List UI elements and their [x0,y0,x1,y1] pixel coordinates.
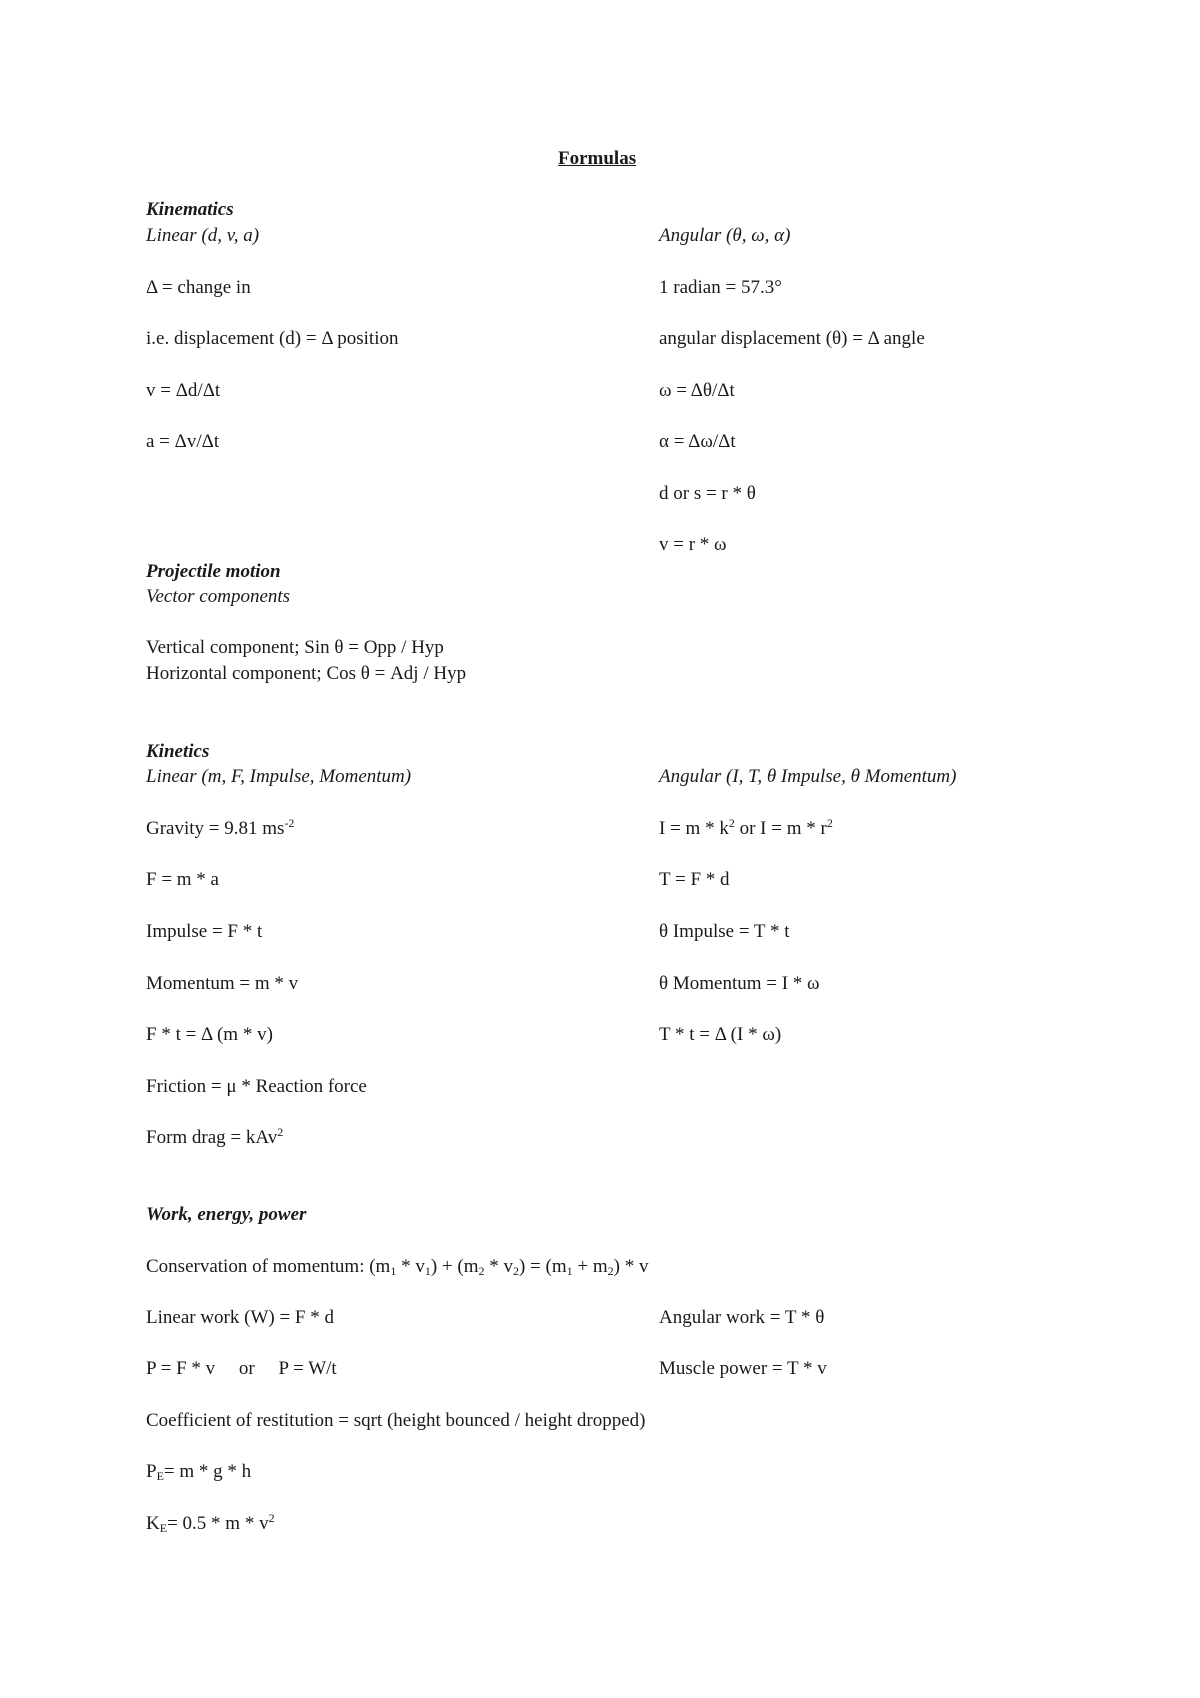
kinetics-linear-line: Impulse = F * t [146,921,263,942]
projectile-line: Vertical component; Sin θ = Opp / Hyp [146,637,444,658]
kinetics-angular-heading: Angular (I, T, θ Impulse, θ Momentum) [659,766,957,787]
kinematics-angular-heading: Angular (θ, ω, α) [659,225,791,246]
kinetic-energy-formula: $K_E= 0.5 * m * v^2$ [146,1511,275,1535]
kinetics-linear-line: Momentum = m * v [146,973,299,994]
projectile-line: Horizontal component; Cos θ = Adj / Hyp [146,663,467,684]
kinetics-angular-line: θ Impulse = T * t [659,921,790,942]
work-heading: Work, energy, power [146,1204,307,1225]
kinetics-heading: Kinetics [146,741,210,762]
angular-work-formula: Angular work = T * θ [659,1307,825,1328]
power-formula: P = F * v or P = W/t [146,1358,337,1379]
conservation-formula: Conservation of momentum: $(m_1 * v_1) + (m_2 * v_2) = (m_1 + m_2) * v$ [146,1256,649,1278]
kinetics-angular-line: θ Momentum = I * ω [659,973,820,994]
kinetics-linear-heading: Linear (m, F, Impulse, Momentum) [146,766,412,787]
kinematics-linear-heading: Linear (d, v, a) [146,225,260,246]
kinematics-linear-line: v = Δd/Δt [146,380,221,401]
kinematics-heading: Kinematics [146,199,234,220]
form-drag-formula: Form drag = kAv$^2$ [146,1125,284,1148]
kinematics-angular-line: 1 radian = 57.3° [659,277,782,298]
kinematics-linear-line: Δ = change in [146,277,251,298]
kinematics-angular-line: ω = Δθ/Δt [659,380,735,401]
muscle-power-formula: Muscle power = T * v [659,1358,827,1379]
gravity-formula: Gravity = 9.81 $ms^{-2}$ [146,816,295,839]
kinematics-angular-line: d or s = r * θ [659,483,756,504]
linear-work-formula: Linear work (W) = F * d [146,1307,334,1328]
kinetics-angular-line: T * t = Δ (I * ω) [659,1024,782,1045]
kinematics-angular-line: α = Δω/Δt [659,431,736,452]
kinetics-linear-line: Friction = μ * Reaction force [146,1076,367,1097]
restitution-formula: Coefficient of restitution = sqrt (height bounced / height dropped) [146,1410,646,1431]
kinetics-linear-line: F * t = Δ (m * v) [146,1024,273,1045]
kinematics-linear-line: i.e. displacement (d) = Δ position [146,328,399,349]
inertia-formula: $I = m * k^2$ or $I = m * r^2$ [659,816,833,839]
projectile-heading: Projectile motion [146,561,281,582]
kinetics-linear-line: F = m * a [146,869,219,890]
kinematics-linear-line: a = Δv/Δt [146,431,220,452]
kinematics-angular-line: v = r * ω [659,534,727,555]
page-title: Formulas [558,148,637,169]
kinematics-angular-line: angular displacement (θ) = Δ angle [659,328,925,349]
potential-energy-formula: $P_E= m * g * h$ [146,1461,252,1483]
projectile-subheading: Vector components [146,586,291,607]
kinetics-angular-line: T = F * d [659,869,730,890]
